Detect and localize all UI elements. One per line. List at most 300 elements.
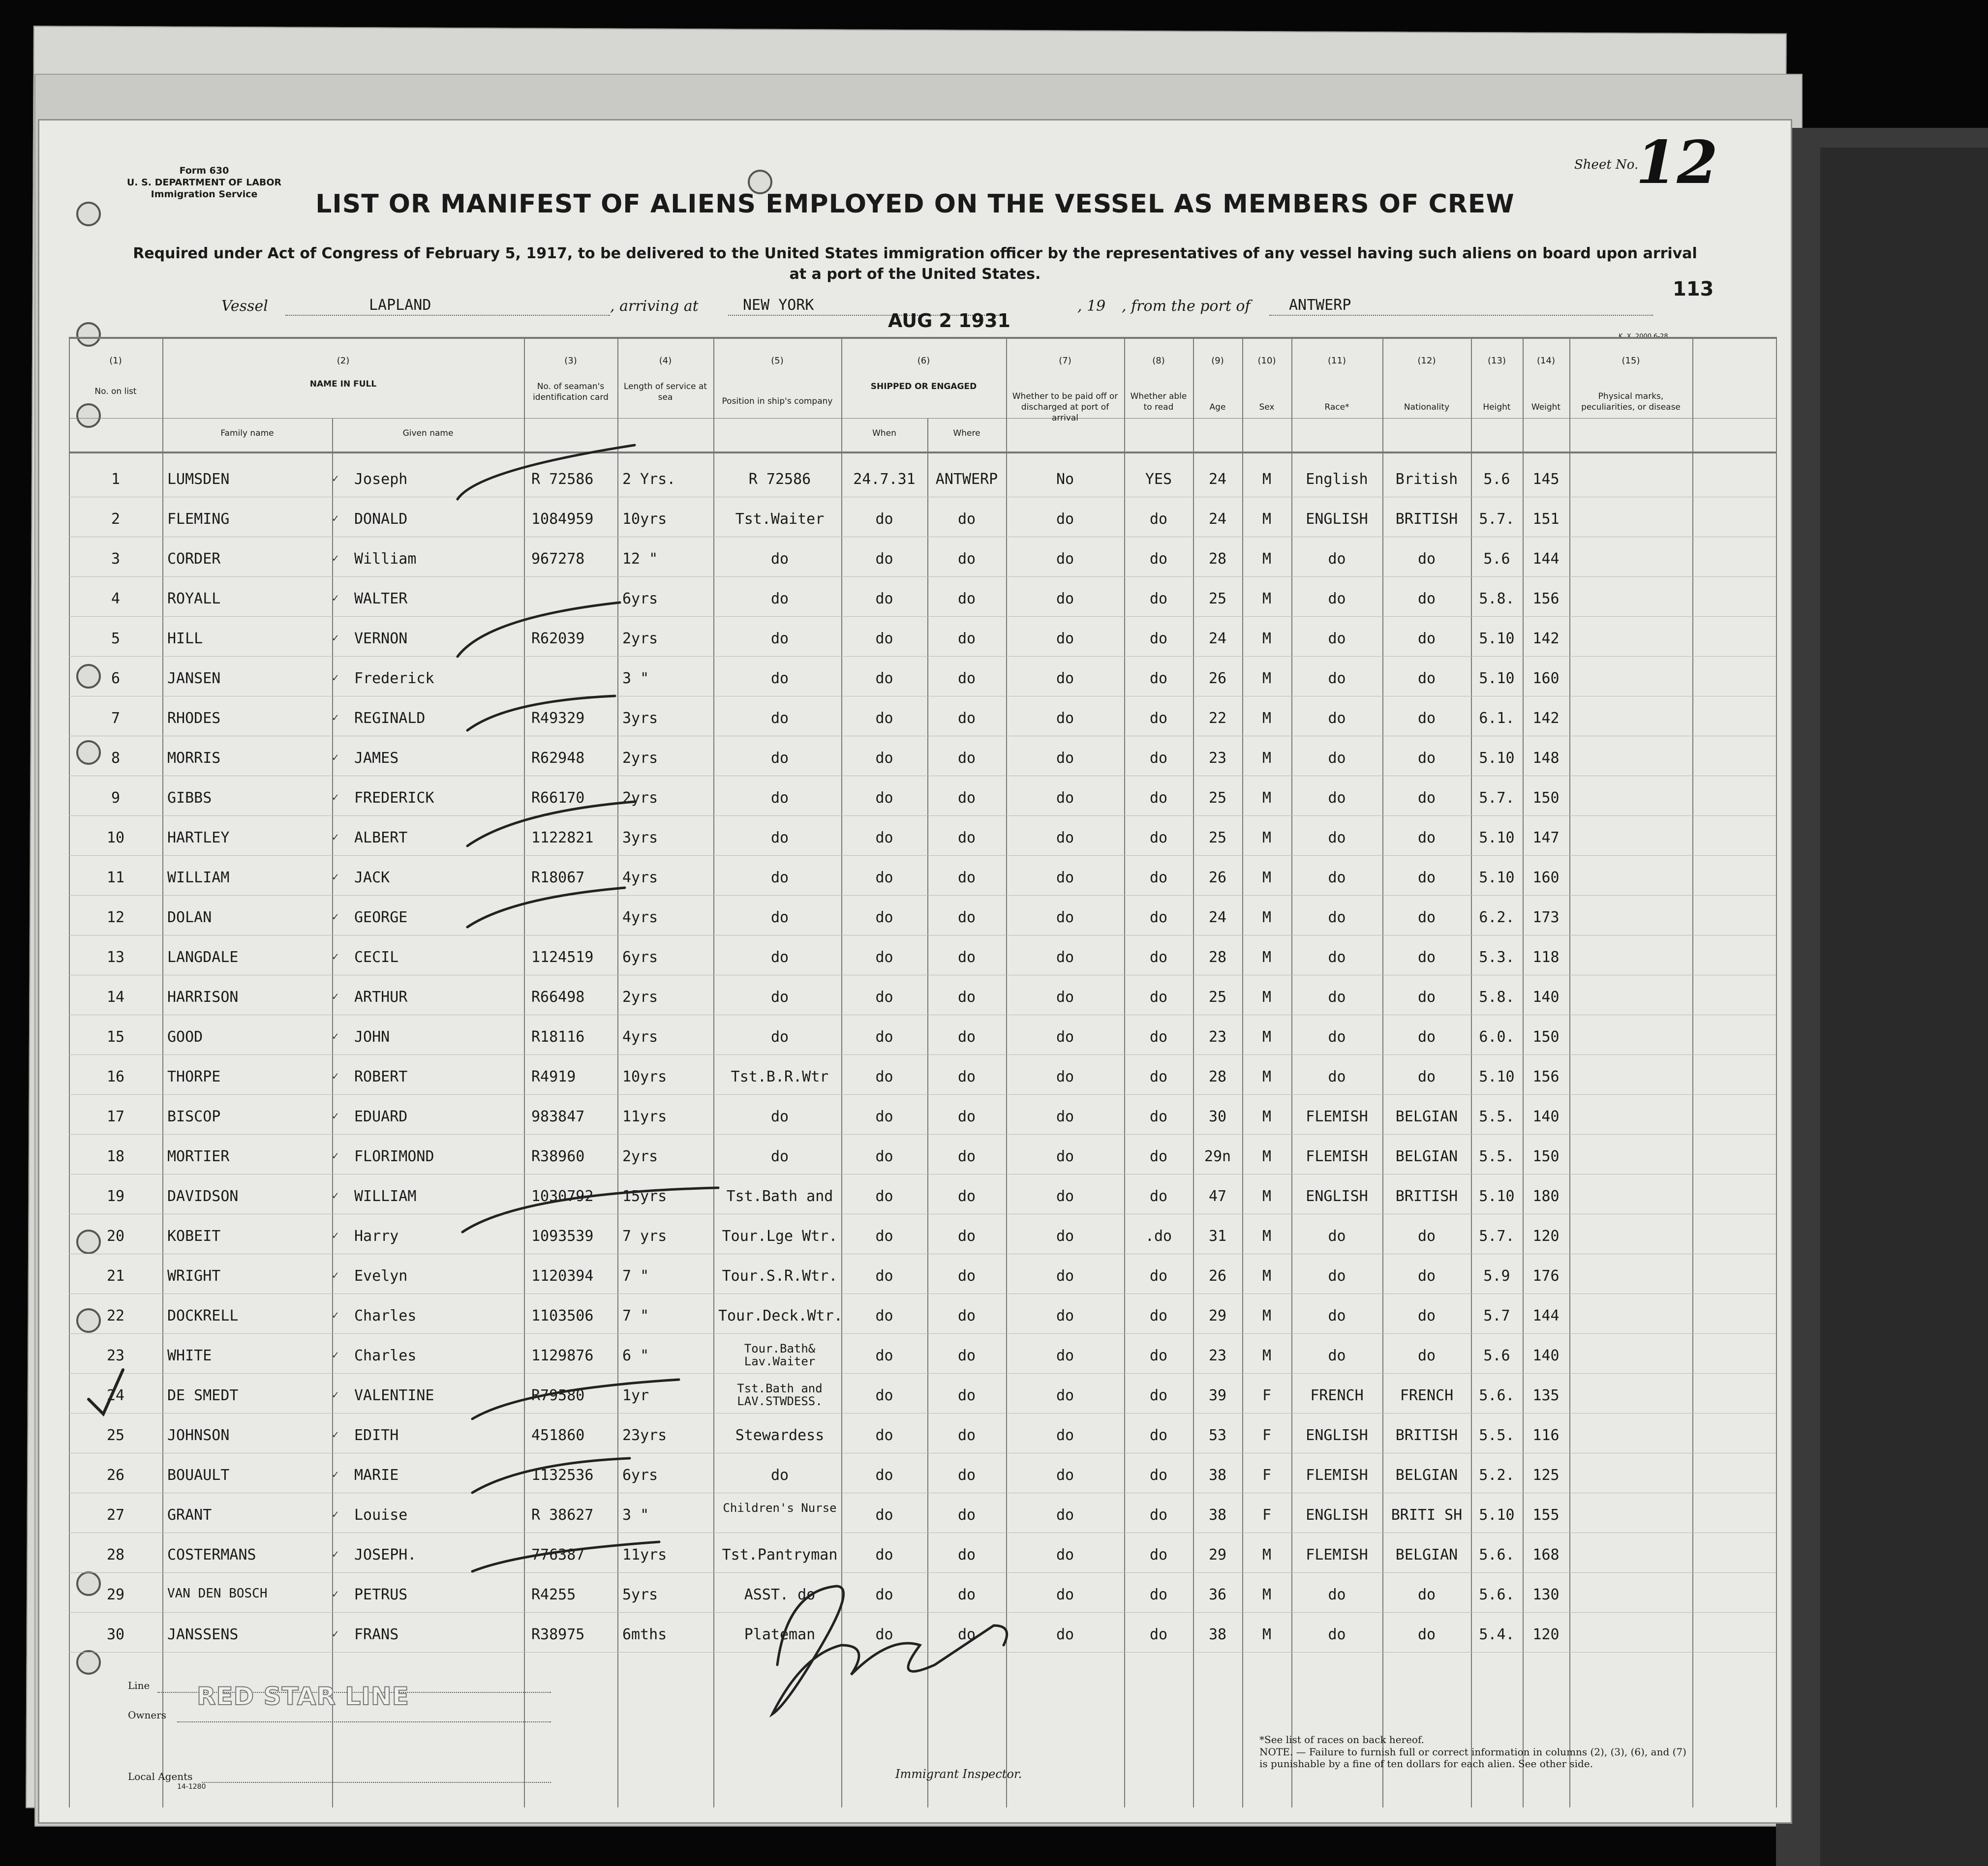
owners-label: Owners [128,1709,167,1721]
cell-sex: F [1262,1506,1272,1524]
check-mark [472,1458,630,1493]
departure-port: ANTWERP [1289,297,1351,314]
cell-read: do [1149,1347,1168,1364]
cell-when: do [875,630,893,647]
cell-nationality: do [1417,789,1436,807]
cell-read: do [1149,949,1168,966]
cell-family: JOHNSON [167,1427,230,1444]
cell-where: do [957,670,976,687]
cell-no: 10 [106,829,125,846]
cell-age: 28 [1208,1068,1227,1085]
cell-where: do [957,710,976,727]
cell-paid: do [1056,511,1074,528]
tick-icon: ✓ [332,473,339,485]
cell-card: 1129876 [531,1347,594,1364]
cell-given: JOSEPH. [354,1546,417,1564]
cell-when: do [875,1347,893,1364]
cell-sex: F [1262,1467,1272,1484]
cell-read: do [1149,1626,1168,1643]
cell-service: 15yrs [622,1188,667,1205]
cell-position: do [770,630,789,647]
fine-note: NOTE. — Failure to furnish full or correct information in columns (2), (3), (6), and (7) is punishable by a fine of ten dollars for each alien. See other side. [1259,1746,1686,1770]
cell-card: 1103506 [531,1307,594,1324]
cell-sex: M [1262,630,1272,647]
cell-no: 26 [106,1467,125,1484]
cell-when: do [875,750,893,767]
check-mark [467,696,615,730]
cell-nationality: do [1417,550,1436,568]
cell-read: do [1149,710,1168,727]
cell-position: Tour.Deck.Wtr. [718,1307,843,1324]
cell-sex: M [1262,989,1272,1006]
cell-when: do [875,1626,893,1643]
cell-position: Plateman [744,1626,816,1643]
head-shipped-engaged: SHIPPED OR ENGAGED [870,382,977,391]
cell-no: 1 [111,471,121,488]
cell-nationality: BRITISH [1395,1188,1458,1205]
cell-sex: M [1262,1188,1272,1205]
service: Immigration Service [151,189,258,200]
tick-icon: ✓ [332,1070,339,1083]
cell-age: 25 [1208,789,1227,807]
cell-family: DAVIDSON [167,1188,239,1205]
cell-given: JOHN [354,1028,390,1046]
cell-height: 5.3. [1479,949,1515,966]
cell-paid: do [1056,869,1074,886]
cell-paid: do [1056,1028,1074,1046]
cell-family: JANSEN [167,670,221,687]
cell-position: do [770,670,789,687]
cell-age: 39 [1208,1387,1227,1404]
tick-icon: ✓ [332,552,339,565]
cell-card: R66498 [531,989,585,1006]
cell-where: do [957,1427,976,1444]
col-number: (15) [1621,356,1640,366]
head-weight: Weight [1531,402,1561,412]
page-number: 113 [1673,278,1714,301]
cell-height: 5.7. [1479,1228,1515,1245]
cell-paid: do [1056,1307,1074,1324]
cell-race: do [1328,909,1346,926]
cell-nationality: do [1417,1307,1436,1324]
cell-age: 24 [1208,909,1227,926]
cell-no: 21 [106,1267,125,1285]
cell-no: 22 [106,1307,125,1324]
cell-given: REGINALD [354,710,426,727]
cell-read: do [1149,1506,1168,1524]
cell-no: 2 [111,511,121,528]
cell-when: do [875,550,893,568]
cell-position: do [770,550,789,568]
cell-race: do [1328,949,1346,966]
cell-age: 30 [1208,1108,1227,1125]
from-label: , from the port of [1122,298,1251,315]
cell-race: English [1306,471,1368,488]
cell-given: FREDERICK [354,789,434,807]
cell-race: FLEMISH [1306,1467,1368,1484]
col-number: (10) [1257,356,1276,366]
cell-age: 26 [1208,1267,1227,1285]
cell-race: do [1328,750,1346,767]
tick-icon: ✓ [332,1508,339,1521]
cell-age: 38 [1208,1506,1227,1524]
cell-nationality: do [1417,909,1436,926]
cell-when: do [875,1267,893,1285]
cell-family: MORRIS [167,750,221,767]
cell-race: FLEMISH [1306,1546,1368,1564]
head-length-service: Length of service at sea [623,382,707,402]
cell-service: 11yrs [622,1108,667,1125]
page-title: LIST OR MANIFEST OF ALIENS EMPLOYED ON THE VESSEL AS MEMBERS OF CREW [315,189,1515,219]
cell-family: VAN DEN BOSCH [167,1586,268,1601]
cell-service: 10yrs [622,511,667,528]
cell-height: 6.2. [1479,909,1515,926]
cell-where: do [957,909,976,926]
cell-card: R62948 [531,750,585,767]
cell-sex: M [1262,471,1272,488]
tick-icon: ✓ [332,911,339,923]
cell-read: do [1149,1387,1168,1404]
cell-paid: do [1056,710,1074,727]
cell-age: 24 [1208,471,1227,488]
cell-nationality: do [1417,1267,1436,1285]
cell-no: 9 [111,789,121,807]
cell-given: ROBERT [354,1068,408,1085]
cell-race: do [1328,630,1346,647]
cell-service: 23yrs [622,1427,667,1444]
agents-label: Local Agents [128,1771,193,1782]
cell-position: do [770,1108,789,1125]
cell-given: VALENTINE [354,1387,434,1404]
cell-read: do [1149,1188,1168,1205]
cell-paid: do [1056,750,1074,767]
cell-paid: do [1056,1347,1074,1364]
cell-no: 8 [111,750,121,767]
cell-weight: 160 [1532,869,1560,886]
cell-paid: do [1056,550,1074,568]
cell-service: 6yrs [622,949,658,966]
cell-service: 2yrs [622,630,658,647]
cell-service: 3yrs [622,710,658,727]
cell-height: 5.5. [1479,1148,1515,1165]
cell-sex: M [1262,1108,1272,1125]
tick-icon: ✓ [332,512,339,525]
cell-sex: M [1262,1586,1272,1603]
cell-read: do [1149,550,1168,568]
cell-card: R 72586 [531,471,594,488]
cell-height: 6.1. [1479,710,1515,727]
head-given-name: Given name [402,428,454,438]
cell-read: do [1149,1307,1168,1324]
cell-family: GRANT [167,1506,212,1524]
cell-where: do [957,1626,976,1643]
cell-where: do [957,1228,976,1245]
check-mark [472,1380,679,1419]
cell-position: Tour.Lge Wtr. [722,1228,838,1245]
cell-given: Evelyn [354,1267,408,1285]
form-number: Form 630 [179,165,229,176]
cell-given: William [354,550,417,568]
tick-icon: ✓ [332,1628,339,1640]
cell-age: 26 [1208,869,1227,886]
cell-nationality: do [1417,1068,1436,1085]
print-code: 14-1280 [177,1783,206,1791]
cell-where: do [957,989,976,1006]
cell-position: Tour.S.R.Wtr. [722,1267,838,1285]
tick-icon: ✓ [332,791,339,804]
cell-height: 5.6 [1483,1347,1510,1364]
cell-service: 6mths [622,1626,667,1643]
cell-weight: 180 [1532,1188,1560,1205]
cell-nationality: do [1417,1347,1436,1364]
cell-paid: do [1056,989,1074,1006]
cell-when: do [875,1307,893,1324]
cell-card: R4919 [531,1068,576,1085]
cell-age: 23 [1208,1028,1227,1046]
cell-service: 6yrs [622,1467,658,1484]
cell-card: R62039 [531,630,585,647]
cell-where: do [957,1506,976,1524]
cell-family: HILL [167,630,203,647]
cell-race: do [1328,1347,1346,1364]
cell-family: MORTIER [167,1148,230,1165]
cell-sex: M [1262,1028,1272,1046]
cell-card: R4255 [531,1586,576,1603]
cell-family: CORDER [167,550,221,568]
cell-race: do [1328,1228,1346,1245]
cell-when: do [875,1028,893,1046]
cell-when: do [875,989,893,1006]
cell-nationality: BELGIAN [1395,1148,1458,1165]
cell-age: 23 [1208,750,1227,767]
cell-when: do [875,1387,893,1404]
tick-icon: ✓ [332,1309,339,1322]
cell-weight: 140 [1532,1108,1560,1125]
tick-icon: ✓ [332,1269,339,1282]
cell-height: 5.10 [1479,1506,1515,1524]
tick-icon: ✓ [332,991,339,1003]
cell-nationality: do [1417,670,1436,687]
cell-when: do [875,1546,893,1564]
cell-weight: 173 [1532,909,1560,926]
cell-race: FLEMISH [1306,1108,1368,1125]
cell-where: do [957,590,976,607]
cell-paid: do [1056,1068,1074,1085]
check-mark [467,802,635,846]
cell-age: 47 [1208,1188,1227,1205]
cell-family: LUMSDEN [167,471,230,488]
cell-position: Tst.Bath and LAV.STWDESS. [737,1382,823,1408]
cell-weight: 145 [1532,471,1560,488]
sheet-number: 12 [1636,128,1718,197]
cell-read: do [1149,1467,1168,1484]
cell-where: do [957,1267,976,1285]
cell-sex: M [1262,869,1272,886]
cell-given: JACK [354,869,390,886]
cell-weight: 150 [1532,1148,1560,1165]
head-where: Where [953,428,980,438]
cell-height: 5.10 [1479,1068,1515,1085]
cell-where: do [957,949,976,966]
cell-nationality: do [1417,949,1436,966]
cell-read: do [1149,1028,1168,1046]
cell-no: 23 [106,1347,125,1364]
cell-read: do [1149,989,1168,1006]
tick-icon: ✓ [332,1190,339,1202]
cell-family: THORPE [167,1068,221,1085]
cell-service: 2yrs [622,750,658,767]
race-note: *See list of races on back hereof. [1259,1734,1425,1746]
arrival-port: NEW YORK [743,297,814,314]
cell-age: 25 [1208,829,1227,846]
cell-given: Frederick [354,670,434,687]
col-number: (5) [771,356,784,366]
cell-paid: do [1056,1427,1074,1444]
cell-weight: 130 [1532,1586,1560,1603]
cell-weight: 150 [1532,1028,1560,1046]
cell-paid: do [1056,630,1074,647]
cell-weight: 120 [1532,1228,1560,1245]
cell-position: ASST. do [744,1586,816,1603]
cell-where: do [957,789,976,807]
cell-where: do [957,1347,976,1364]
cell-where: do [957,1586,976,1603]
cell-nationality: do [1417,590,1436,607]
cell-paid: do [1056,1506,1074,1524]
cell-when: do [875,590,893,607]
cell-card: 1132536 [531,1467,594,1484]
cell-height: 5.6. [1479,1387,1515,1404]
cell-service: 11yrs [622,1546,667,1564]
cell-family: GOOD [167,1028,203,1046]
cell-service: 2yrs [622,1148,658,1165]
cell-where: ANTWERP [935,471,998,488]
col-number: (7) [1059,356,1071,366]
tick-icon: ✓ [332,1030,339,1043]
cell-weight: 135 [1532,1387,1560,1404]
line-stamp: RED STAR LINE [197,1682,409,1711]
col-number: (9) [1211,356,1224,366]
cell-weight: 150 [1532,789,1560,807]
check-mark [472,1542,659,1571]
cell-card: R49329 [531,710,585,727]
cell-race: do [1328,829,1346,846]
cell-read: .do [1145,1228,1172,1245]
cell-family: DOCKRELL [167,1307,239,1324]
cell-height: 5.4. [1479,1626,1515,1643]
cell-family: HARRISON [167,989,239,1006]
cell-position: do [770,710,789,727]
cell-card: 1124519 [531,949,594,966]
year-label: , 19 [1077,298,1106,315]
cell-position: do [770,1028,789,1046]
cell-service: 6 " [622,1347,649,1364]
cell-race: do [1328,670,1346,687]
cell-read: do [1149,909,1168,926]
handwriting-layer [39,120,1791,1822]
cell-where: do [957,1028,976,1046]
cell-read: do [1149,590,1168,607]
cell-read: do [1149,1586,1168,1603]
cell-sex: M [1262,909,1272,926]
cell-weight: 118 [1532,949,1560,966]
tick-icon: ✓ [332,1150,339,1162]
cell-given: EDITH [354,1427,399,1444]
cell-weight: 151 [1532,511,1560,528]
tick-icon: ✓ [332,672,339,684]
cell-where: do [957,869,976,886]
cell-age: 22 [1208,710,1227,727]
page-edge-shadow [1820,148,1988,1866]
cell-family: JANSSENS [167,1626,239,1643]
cell-sex: M [1262,511,1272,528]
cell-where: do [957,1068,976,1085]
cell-read: do [1149,1068,1168,1085]
cell-height: 5.8. [1479,989,1515,1006]
cell-position: Children's Nurse [723,1501,837,1515]
cell-read: YES [1145,471,1172,488]
cell-where: do [957,1108,976,1125]
cell-when: do [875,511,893,528]
cell-no: 4 [111,590,121,607]
cell-service: 2yrs [622,989,658,1006]
cell-card: 1093539 [531,1228,594,1245]
cell-height: 5.10 [1479,869,1515,886]
cell-height: 5.6. [1479,1546,1515,1564]
cell-where: do [957,550,976,568]
cell-no: 15 [106,1028,125,1046]
cell-age: 26 [1208,670,1227,687]
cell-weight: 142 [1532,710,1560,727]
cell-when: do [875,1188,893,1205]
cell-nationality: do [1417,1228,1436,1245]
cell-no: 13 [106,949,125,966]
head-nationality: Nationality [1404,402,1450,412]
cell-nationality: do [1417,1586,1436,1603]
cell-no: 11 [106,869,125,886]
cell-given: CECIL [354,949,399,966]
cell-when: do [875,1068,893,1085]
cell-height: 5.10 [1479,670,1515,687]
cell-sex: M [1262,1347,1272,1364]
cell-age: 53 [1208,1427,1227,1444]
cell-age: 29 [1208,1307,1227,1324]
head-position: Position in ship's company [722,396,833,406]
cell-sex: M [1262,1267,1272,1285]
cell-service: 10yrs [622,1068,667,1085]
col-number: (13) [1488,356,1506,366]
cell-paid: No [1056,471,1074,488]
cell-when: 24.7.31 [853,471,916,488]
cell-read: do [1149,750,1168,767]
head-physical-marks: Physical marks, peculiarities, or disease [1581,391,1681,412]
cell-no: 5 [111,630,121,647]
tick-icon: ✓ [332,951,339,963]
cell-weight: 120 [1532,1626,1560,1643]
cell-position: do [770,1467,789,1484]
cell-family: DE SMEDT [167,1387,239,1404]
col-number: (4) [659,356,672,366]
cell-paid: do [1056,1387,1074,1404]
cell-family: WHITE [167,1347,212,1364]
cell-age: 24 [1208,630,1227,647]
cell-when: do [875,710,893,727]
head-paid-off: Whether to be paid off or discharged at port of arrival [1012,391,1118,423]
head-race: Race* [1324,402,1349,412]
vessel-name: LAPLAND [369,297,431,314]
cell-weight: 147 [1532,829,1560,846]
check-mark [458,445,635,499]
